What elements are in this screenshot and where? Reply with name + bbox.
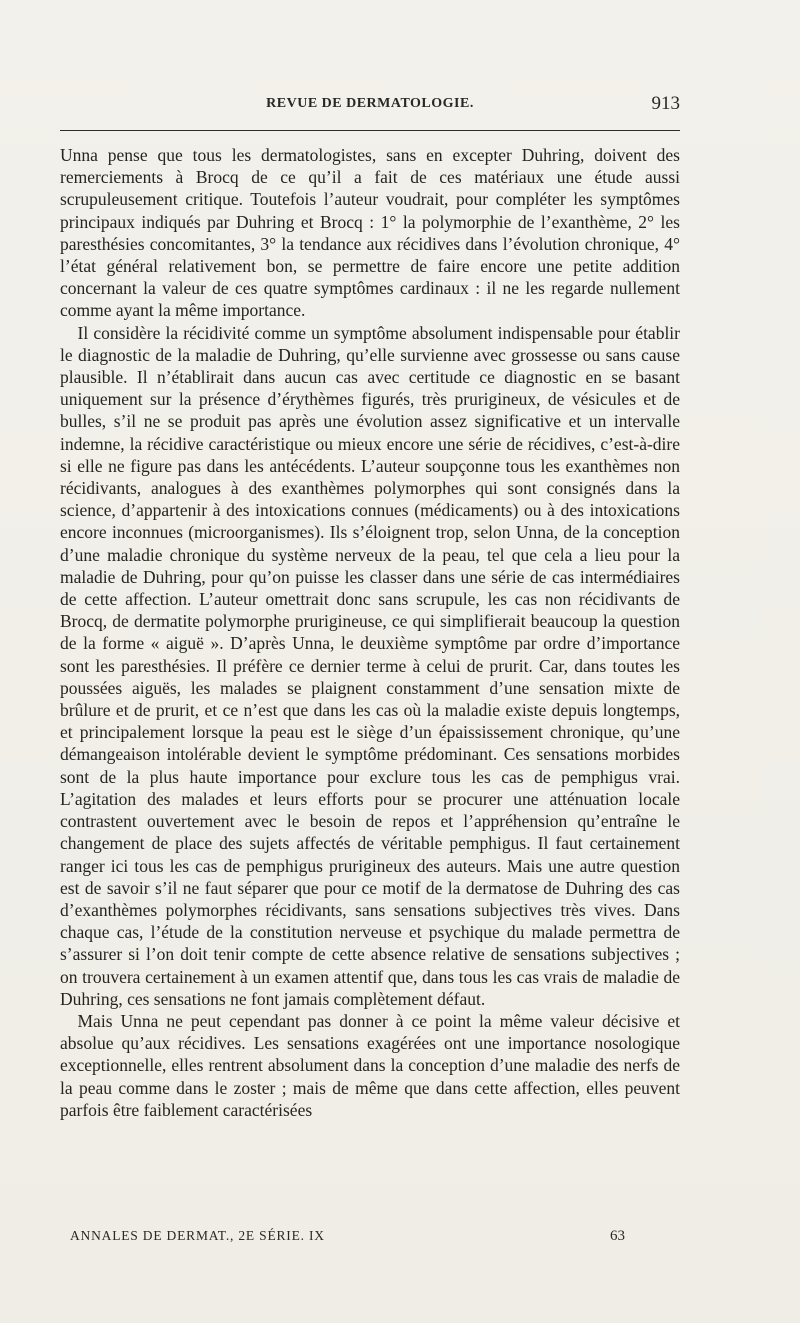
running-head	[60, 93, 680, 118]
signature-number: 63	[610, 1228, 625, 1244]
page-footer	[70, 1228, 630, 1250]
paragraph-1: Unna pense que tous les dermatologistes, sans en excepter Duhring, doivent des remerciements à Brocq de ce qu’il a fait de ces matériaux une étude aussi scrupuleusement critique. Toutefois l’auteur voudrait, pour compléter les symptômes principaux indiqués par Duhring et Brocq : 1° la polymorphie de l’exanthème, 2° les paresthésies concomitantes, 3° la tendance aux récidives dans l’évolution chronique, 4° l’état général relativement bon, se permettre de faire encore une petite addition concernant la valeur de ces quatre symptômes cardinaux : il ne les regarde nullement comme ayant la même importance.	[60, 145, 680, 321]
paragraph-2: Il considère la récidivité comme un symptôme absolument indispensable pour établir le diagnostic de la maladie de Duhring, qu’elle survienne avec grossesse ou sans cause plausible. Il n’établirait dans aucun cas avec certitude ce diagnostic en se basant uniquement sur la présence d’érythèmes figurés, très prurigineux, de vésicules et de bulles, s’il ne se produit pas après une évolution assez significative et un intervalle indemne, la récidive caractéristique ou mieux encore une série de récidives, c’est-à-dire si elle ne figure pas dans les antécédents. L’auteur soupçonne tous les exanthèmes non récidivants, analogues à des exanthèmes polymorphes qui sont consignés dans la science, d’appartenir à des intoxications connues (médicaments) ou à des intoxications encore inconnues (microorganismes). Ils s’éloignent trop, selon Unna, de la conception d’une maladie chronique du système nerveux de la peau, tel que cela a lieu pour la maladie de Duhring, pour qu’on puisse les classer dans une série de cas intermédiaires de cette affection. L’auteur omettrait donc sans scrupule, les cas non récidivants de Brocq, de dermatite polymorphe prurigineuse, ce qui simplifierait beaucoup la question de la forme « aiguë ». D’après Unna, le deuxième symptôme par ordre d’importance sont les paresthésies. Il préfère ce dernier terme à celui de prurit. Car, dans toutes les poussées aiguës, les malades se plaignent constamment d’une sensation mixte de brûlure et de prurit, et ce n’est que dans les cas où la maladie existe depuis longtemps, et principalement lorsque la peau est le siège d’un épaississement chronique, qu’une démangeaison intolérable devient le symptôme prédominant. Ces sensations morbides sont de la plus haute importance pour exclure tous les cas de pemphigus vrai. L’agitation des malades et leurs efforts pour se procurer une atténuation locale contrastent ouvertement avec le besoin de repos et l’appréhension qu’entraîne le changement de place des sujets affectés de véritable pemphigus. Il faut certainement ranger ici tous les cas de pemphigus prurigineux des auteurs. Mais une autre question est de savoir s’il ne faut séparer que pour ce motif de la dermatose de Duhring des cas d’exanthèmes polymorphes récidivants, sans sensations subjectives très vives. Dans chaque cas, l’étude de la constitution nerveuse et psychique du malade permettra de s’assurer si l’on doit tenir compte de cette absence relative de sensations subjectives ; on trouvera certainement à un examen attentif que, dans tous les cas vrais de maladie de Duhring, ces sensations ne font jamais complètement défaut.	[60, 322, 680, 1009]
running-title: REVUE DE DERMATOLOGIE.	[266, 96, 474, 111]
header-rule	[60, 130, 680, 131]
article-body	[60, 144, 680, 1121]
page-number: 913	[651, 93, 680, 114]
signature-line: ANNALES DE DERMAT., 2E SÉRIE. IX	[70, 1228, 325, 1243]
paragraph-3: Mais Unna ne peut cependant pas donner à ce point la même valeur décisive et absolue qu’aux récidives. Les sensations exagérées ont une importance nosologique exceptionnelle, elles rentrent absolument dans la conception d’une maladie des nerfs de la peau comme dans le zoster ; mais de même que dans cette affection, elles peuvent parfois être faiblement caractérisées	[60, 1010, 680, 1120]
